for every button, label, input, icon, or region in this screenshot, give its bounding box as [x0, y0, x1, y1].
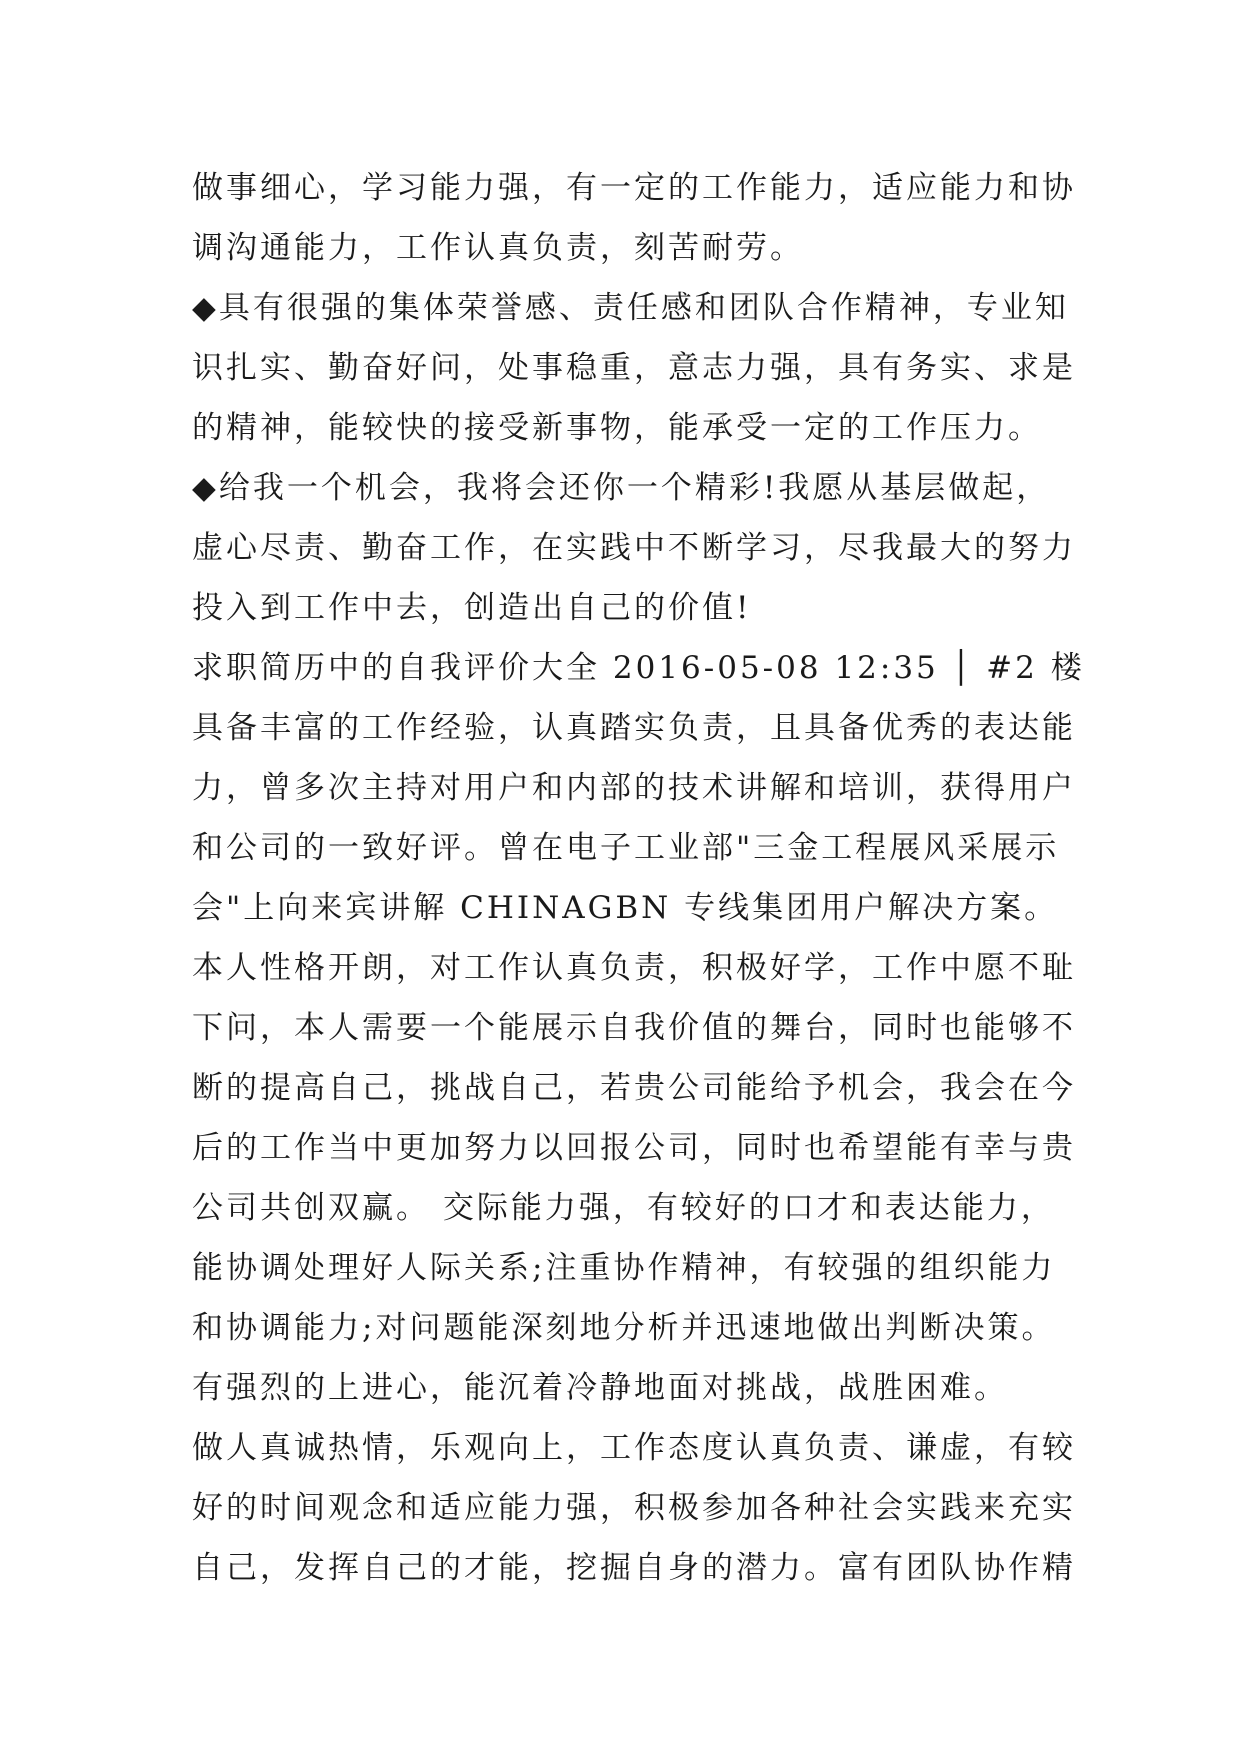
- text-line: 下问，本人需要一个能展示自我价值的舞台，同时也能够不: [192, 1010, 1076, 1046]
- text-line: 虚心尽责、勤奋工作，在实践中不断学习，尽我最大的努力: [192, 530, 1076, 566]
- text-line: 力，曾多次主持对用户和内部的技术讲解和培训，获得用户: [192, 770, 1076, 806]
- text-line: 投入到工作中去，创造出自己的价值!: [192, 590, 752, 626]
- text-line: ◆给我一个机会，我将会还你一个精彩!我愿从基层做起，: [192, 470, 1051, 506]
- text-line: 能协调处理好人际关系;注重协作精神，有较强的组织能力: [192, 1250, 1056, 1286]
- text-line: 和公司的一致好评。曾在电子工业部"三金工程展风采展示: [192, 830, 1060, 866]
- text-line: 做事细心，学习能力强，有一定的工作能力，适应能力和协: [192, 170, 1076, 206]
- post-header-line: 求职简历中的自我评价大全 2016-05-08 12:35 │ #2 楼: [192, 650, 1085, 686]
- text-line: 具备丰富的工作经验，认真踏实负责，且具备优秀的表达能: [192, 710, 1076, 746]
- text-line: 有强烈的上进心，能沉着冷静地面对挑战，战胜困难。: [192, 1370, 1008, 1406]
- text-line: 后的工作当中更加努力以回报公司，同时也希望能有幸与贵: [192, 1130, 1076, 1166]
- text-line: 自己，发挥自己的才能，挖掘自身的潜力。富有团队协作精: [192, 1550, 1076, 1586]
- text-line: 和协调能力;对问题能深刻地分析并迅速地做出判断决策。: [192, 1310, 1056, 1346]
- text-line: 识扎实、勤奋好问，处事稳重，意志力强，具有务实、求是: [192, 350, 1076, 386]
- text-line: 做人真诚热情，乐观向上，工作态度认真负责、谦虚，有较: [192, 1430, 1076, 1466]
- text-line: 会"上向来宾讲解 CHINAGBN 专线集团用户解决方案。: [192, 890, 1059, 926]
- document-body: [192, 158, 1085, 1598]
- text-line: 断的提高自己，挑战自己，若贵公司能给予机会，我会在今: [192, 1070, 1076, 1106]
- text-line: ◆具有很强的集体荣誉感、责任感和团队合作精神，专业知: [192, 290, 1069, 326]
- text-line: 的精神，能较快的接受新事物，能承受一定的工作压力。: [192, 410, 1042, 446]
- text-line: 调沟通能力，工作认真负责，刻苦耐劳。: [192, 230, 804, 266]
- text-line: 本人性格开朗，对工作认真负责，积极好学，工作中愿不耻: [192, 950, 1076, 986]
- text-line: 公司共创双赢。 交际能力强，有较好的口才和表达能力，: [192, 1190, 1055, 1226]
- text-line: 好的时间观念和适应能力强，积极参加各种社会实践来充实: [192, 1490, 1076, 1526]
